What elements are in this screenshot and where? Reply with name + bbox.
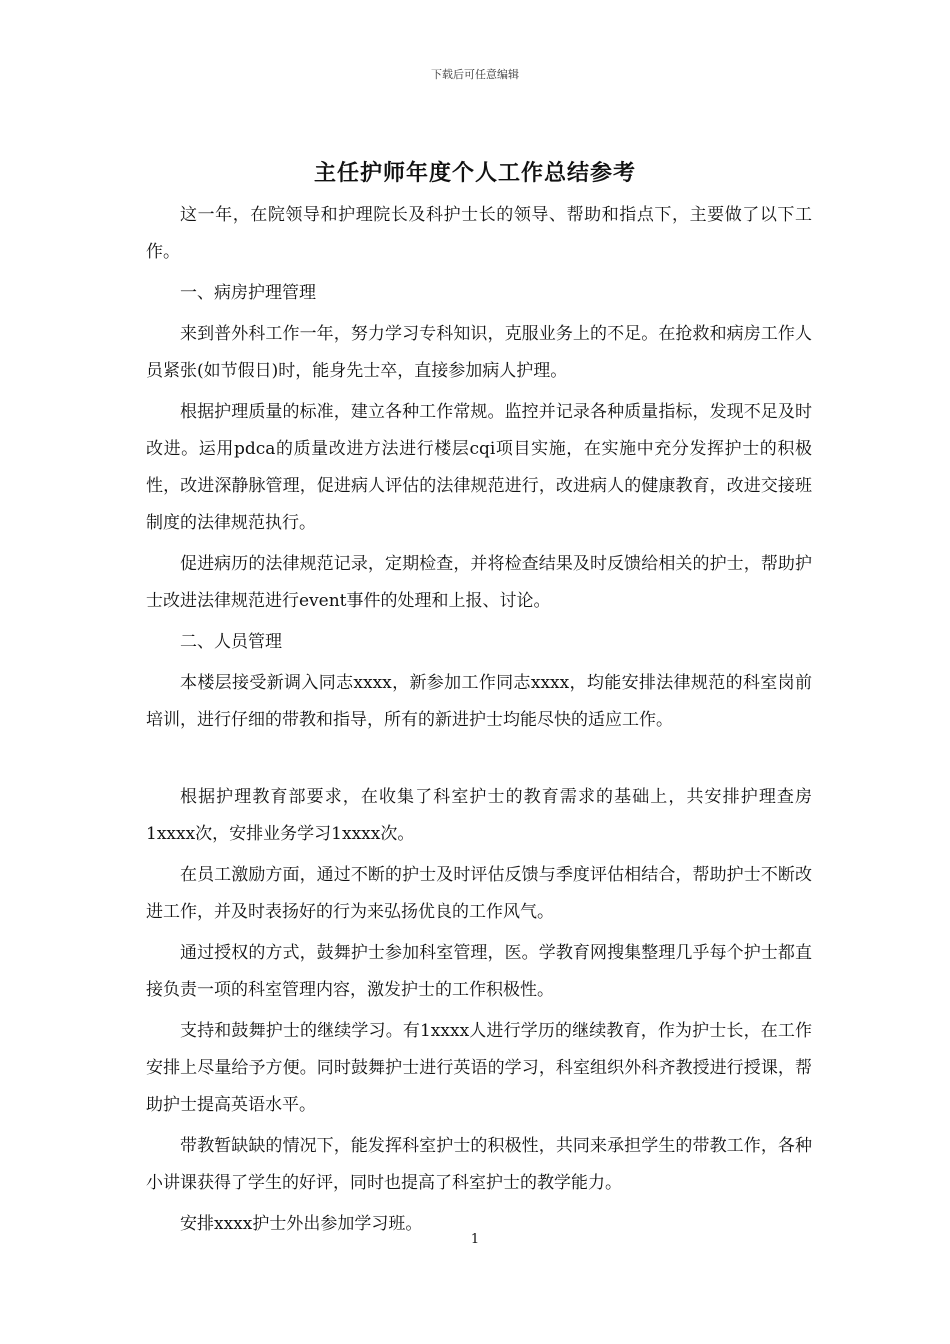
paragraph: 在员工激励方面，通过不断的护士及时评估反馈与季度评估相结合，帮助护士不断改进工作，并及时表扬好的行为来弘扬优良的工作风气。 xyxy=(146,865,812,922)
paragraph: 根据护理质量的标准，建立各种工作常规。监控并记录各种质量指标，发现不足及时改进。运用pdca的质量改进方法进行楼层cqi项目实施，在实施中充分发挥护士的积极性，改进深静脉管理，促进病人评估的法律规范进行，改进病人的健康教育，改进交接班制度的法律规范执行。 xyxy=(146,402,812,533)
paragraph: 促进病历的法律规范记录，定期检查，并将检查结果及时反馈给相关的护士，帮助护士改进法律规范进行event事件的处理和上报、讨论。 xyxy=(146,554,812,611)
header-note: 下载后可任意编辑 xyxy=(431,68,519,81)
paragraph: 通过授权的方式，鼓舞护士参加科室管理，医。学教育网搜集整理几乎每个护士都直接负责一项的科室管理内容，激发护士的工作积极性。 xyxy=(146,943,812,1000)
paragraph: 支持和鼓舞护士的继续学习。有1xxxx人进行学历的继续教育，作为护士长，在工作安排上尽量给予方便。同时鼓舞护士进行英语的学习，科室组织外科齐教授进行授课，帮助护士提高英语水平。 xyxy=(146,1021,812,1115)
section-heading-staff-management: 二、人员管理 xyxy=(180,632,282,652)
page-number: 1 xyxy=(470,1232,480,1247)
paragraph: 安排xxxx护士外出参加学习班。 xyxy=(180,1214,423,1234)
paragraph: 带教暂缺缺的情况下，能发挥科室护士的积极性，共同来承担学生的带教工作，各种小讲课获得了学生的好评，同时也提高了科室护士的教学能力。 xyxy=(146,1136,812,1193)
paragraph: 本楼层接受新调入同志xxxx，新参加工作同志xxxx，均能安排法律规范的科室岗前培训，进行仔细的带教和指导，所有的新进护士均能尽快的适应工作。 xyxy=(146,673,812,730)
paragraph-intro: 这一年，在院领导和护理院长及科护士长的领导、帮助和指点下，主要做了以下工作。 xyxy=(146,205,812,262)
document-body xyxy=(146,197,812,1247)
blank-line xyxy=(146,743,812,779)
paragraph: 根据护理教育部要求，在收集了科室护士的教育需求的基础上，共安排护理查房1xxxx次，安排业务学习1xxxx次。 xyxy=(146,787,812,844)
document-title: 主任护师年度个人工作总结参考 xyxy=(313,160,636,186)
section-heading-ward-management: 一、病房护理管理 xyxy=(180,283,316,303)
paragraph: 来到普外科工作一年，努力学习专科知识，克服业务上的不足。在抢救和病房工作人员紧张(如节假日)时，能身先士卒，直接参加病人护理。 xyxy=(146,324,812,381)
